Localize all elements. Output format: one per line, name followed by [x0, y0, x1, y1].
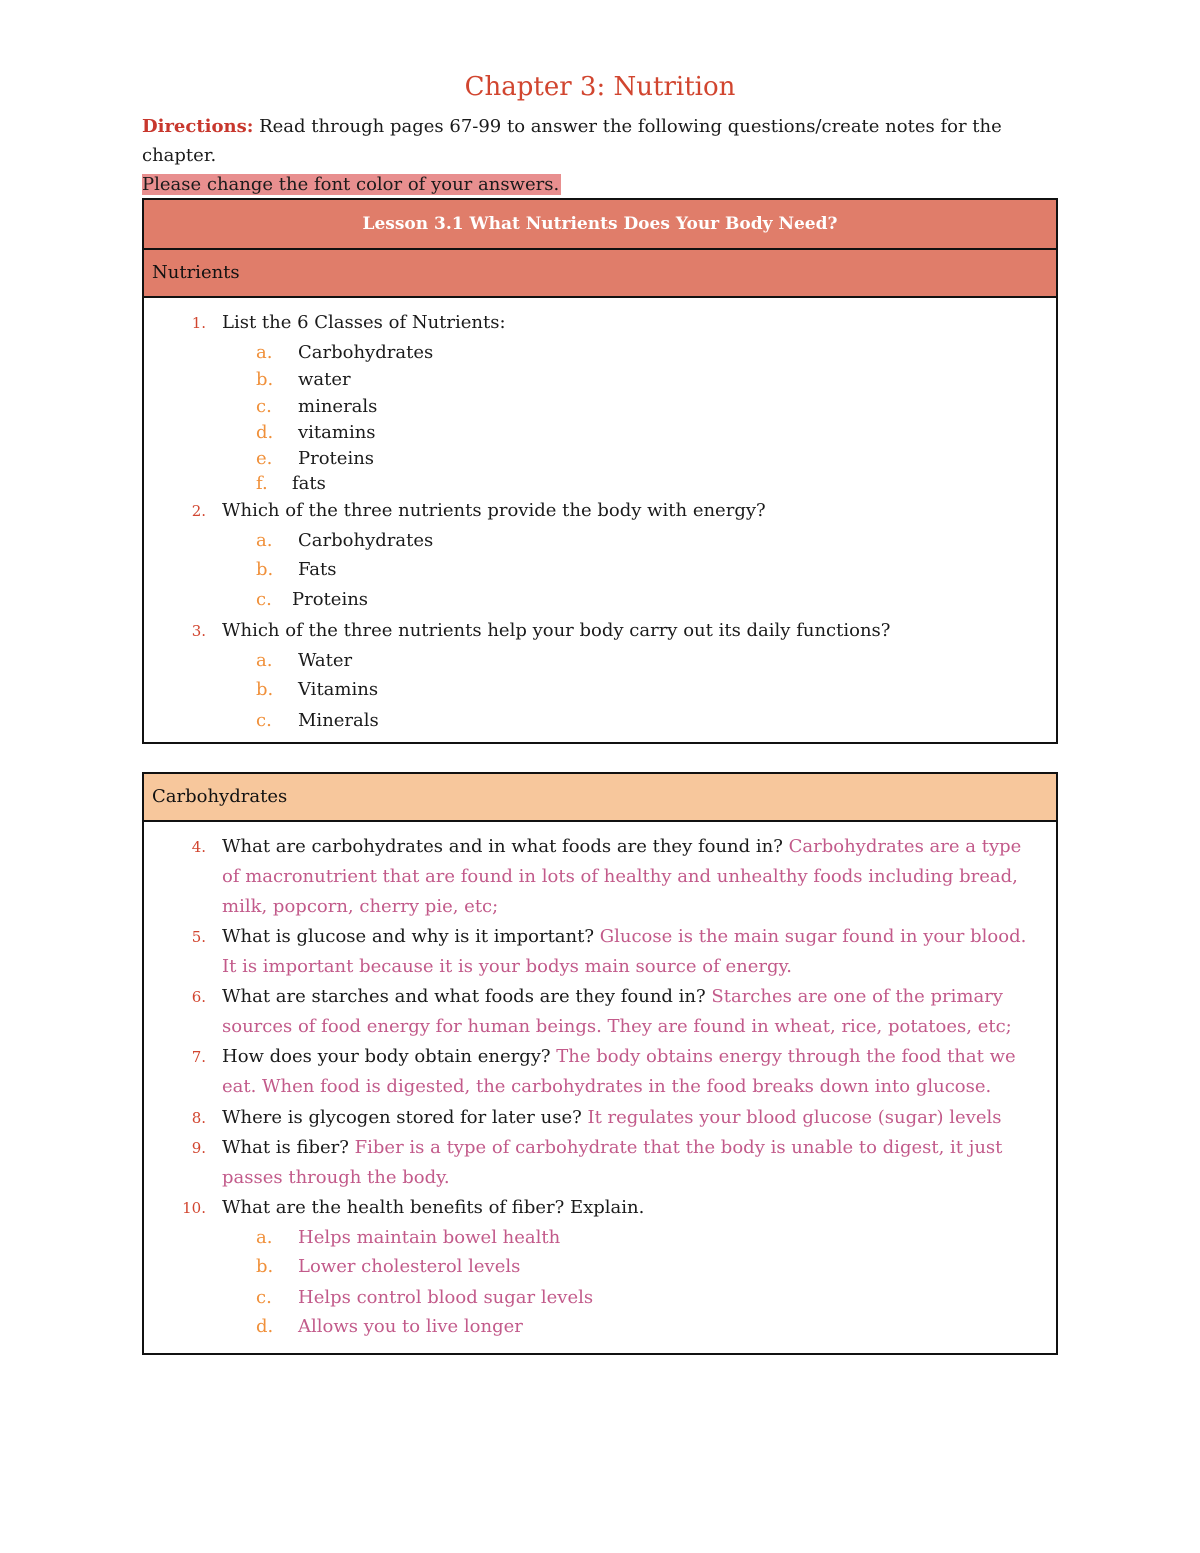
question-number: 6. [191, 988, 206, 1006]
answer-text: The body obtains energy through the food that we eat. When food is digested, the carbohydrates in the food breaks down into glucose. [222, 1046, 1016, 1097]
question-text: What is glucose and why is it important? [222, 926, 595, 947]
item-letter: f. [256, 473, 268, 494]
question-text: What are starches and what foods are they found in? [222, 986, 706, 1007]
item-text: Water [298, 650, 353, 671]
item-text: water [298, 369, 351, 390]
question-number: 8. [191, 1109, 206, 1127]
question-text: List the 6 Classes of Nutrients: [222, 312, 506, 333]
item-letter: c. [256, 396, 272, 417]
question-text: What are the health benefits of fiber? Explain. [222, 1197, 645, 1218]
answer-text: Starches are one of the primary sources of food energy for human beings. They are found in wheat, rice, potatoes, etc; [222, 986, 1012, 1037]
answer-text: Lower cholesterol levels [298, 1256, 521, 1277]
item-letter: d. [256, 1316, 274, 1337]
item-text: minerals [298, 396, 378, 417]
item-letter: b. [256, 369, 274, 390]
question-number: 9. [191, 1139, 206, 1157]
item-letter: a. [256, 530, 273, 551]
lesson-table [142, 198, 1058, 744]
answer-text: Glucose is the main sugar found in your blood. It is important because it is your bodys main source of energy. [222, 926, 1027, 977]
answer-text: Allows you to live longer [298, 1316, 523, 1337]
directions [142, 112, 1062, 199]
page-title: Chapter 3: Nutrition [464, 72, 736, 102]
item-text: Minerals [298, 710, 379, 731]
question-number: 4. [191, 838, 206, 856]
question-text: Where is glycogen stored for later use? [222, 1107, 582, 1128]
item-letter: b. [256, 1256, 274, 1277]
lesson-header: Lesson 3.1 What Nutrients Does Your Body Need? [144, 200, 1056, 250]
item-letter: d. [256, 422, 274, 443]
item-text: Vitamins [298, 679, 379, 700]
item-text: Carbohydrates [298, 342, 434, 363]
item-letter: a. [256, 342, 273, 363]
item-letter: e. [256, 448, 273, 469]
item-letter: c. [256, 710, 272, 731]
item-letter: c. [256, 589, 272, 610]
item-text: Carbohydrates [298, 530, 434, 551]
question-text: How does your body obtain energy? [222, 1046, 551, 1067]
item-text: Fats [298, 559, 337, 580]
item-text: Proteins [298, 448, 375, 469]
question-text: Which of the three nutrients help your body carry out its daily functions? [222, 620, 891, 641]
item-letter: c. [256, 1287, 272, 1308]
question-number: 5. [191, 928, 206, 946]
question-number: 3. [191, 622, 206, 640]
directions-note: Please change the font color of your answers. [142, 174, 560, 195]
item-text: fats [292, 473, 326, 494]
answer-text: Helps control blood sugar levels [298, 1287, 594, 1308]
item-text: vitamins [298, 422, 376, 443]
answer-text: Helps maintain bowel health [298, 1227, 561, 1248]
carbohydrates-table [142, 772, 1058, 1355]
nutrients-header: Nutrients [144, 250, 1056, 298]
question-number: 2. [191, 502, 206, 520]
question-number: 7. [191, 1048, 206, 1066]
item-letter: a. [256, 650, 273, 671]
question-text: What are carbohydrates and in what foods are they found in? [222, 836, 783, 857]
item-letter: b. [256, 679, 274, 700]
answer-text: It regulates your blood glucose (sugar) levels [581, 1107, 1002, 1128]
item-text: Proteins [292, 589, 369, 610]
answer-text: Fiber is a type of carbohydrate that the body is unable to digest, it just passes through the body. [222, 1137, 1003, 1188]
directions-text: Read through pages 67-99 to answer the following questions/create notes for the chapter. [142, 116, 1002, 166]
question-text: Which of the three nutrients provide the body with energy? [222, 500, 766, 521]
answer-text: Carbohydrates are a type of macronutrient that are found in lots of healthy and unhealthy foods including bread, milk, popcorn, cherry pie, etc; [222, 836, 1022, 917]
item-letter: b. [256, 559, 274, 580]
question-text: What is fiber? [222, 1137, 349, 1158]
question-number: 10. [182, 1199, 206, 1217]
directions-label: Directions: [142, 116, 254, 137]
item-letter: a. [256, 1227, 273, 1248]
question-number: 1. [191, 314, 206, 332]
carbohydrates-header: Carbohydrates [144, 774, 1056, 822]
